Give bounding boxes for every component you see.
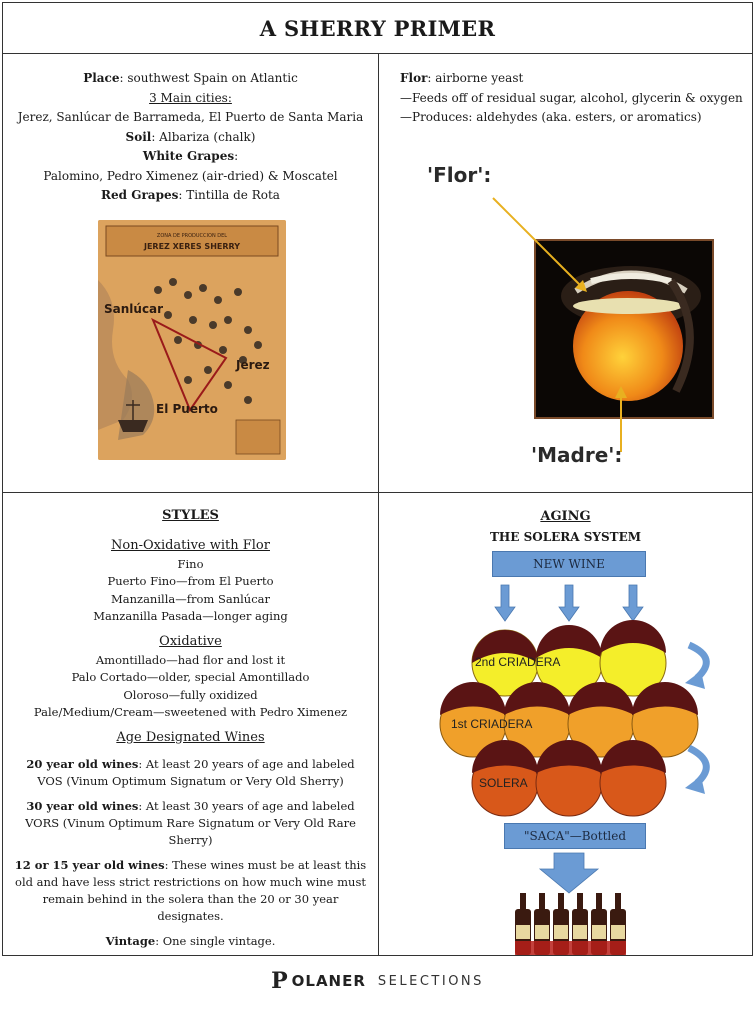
region-panel: [3, 54, 378, 492]
criadera-1-label: 1st CRIADERA: [451, 717, 533, 731]
age-30-paragraph: 30 year old wines: At least 30 years of age and labeled VORS (Vinum Optimum Rare Signatum or Very Old Rare Sherry): [25, 798, 356, 847]
curved-arrow-icon: [689, 748, 706, 783]
style-item: Manzanilla Pasada—longer aging: [93, 609, 288, 623]
white-grapes-heading: White Grapes:: [142, 149, 239, 163]
polaner-logo: [271, 968, 484, 994]
page-title: A SHERRY PRIMER: [259, 15, 496, 41]
map-label-jerez: Jerez: [236, 358, 270, 372]
logo-wordmark: OLANER: [291, 972, 366, 990]
styles-heading: STYLES: [162, 508, 219, 523]
style-item: Amontillado—had flor and lost it: [95, 652, 286, 667]
styles-panel: [3, 493, 378, 957]
aging-heading: AGING: [540, 509, 591, 524]
solera-diagram: [379, 493, 752, 957]
flor-produces-line: —Produces: aldehydes (aka. esters, or aromatics): [400, 110, 702, 124]
map-banner: JEREZ XERES SHERRY: [143, 242, 241, 251]
logo-selections: SELECTIONS: [377, 973, 484, 989]
flor-panel: [379, 54, 752, 492]
aging-panel: [379, 493, 752, 957]
map-drawing: [98, 220, 286, 460]
style-item: Pale/Medium/Cream—sweetened with Pedro Ximenez: [33, 705, 348, 719]
down-arrow-icon: [623, 585, 643, 621]
oxidative-heading: Oxidative: [159, 633, 222, 649]
style-item: Fino: [177, 556, 204, 571]
cities-line: Jerez, Sanlúcar de Barrameda, El Puerto de Santa Maria: [17, 110, 364, 124]
criadera-2-label: 2nd CRIADERA: [475, 655, 561, 669]
footer: [0, 968, 755, 994]
logo-mark: P: [271, 968, 288, 994]
vintage-paragraph: Vintage: One single vintage.: [105, 933, 276, 948]
flor-image-label: 'Flor':: [427, 163, 492, 187]
soil-line: Soil: Albariza (chalk): [125, 129, 256, 144]
flor-pointer-arrow: [489, 194, 599, 304]
white-grapes-line: Palomino, Pedro Ximenez (air-dried) & Moscatel: [43, 168, 338, 183]
down-arrows: [495, 585, 643, 621]
style-item: Oloroso—fully oxidized: [123, 687, 258, 702]
age-12-15-paragraph: 12 or 15 year old wines: These wines must be at least this old and have less strict restrictions on how much wine must remain behind in the solera than the 20 or 30 year designates.: [14, 857, 367, 923]
curved-arrow-icon: [689, 645, 706, 678]
non-oxidative-heading: Non-Oxidative with Flor: [111, 537, 270, 553]
place-line: Place: southwest Spain on Atlantic: [83, 71, 298, 85]
style-item: Manzanilla—from Sanlúcar: [110, 591, 270, 606]
madre-image-label: 'Madre':: [531, 443, 623, 467]
map-banner-small: ZONA DE PRODUCCION DEL: [156, 233, 228, 239]
down-arrow-icon: [559, 585, 579, 621]
flor-line: Flor: airborne yeast: [400, 71, 524, 85]
map-label-el-puerto: El Puerto: [156, 402, 218, 416]
bottling-arrow-icon: [540, 853, 598, 893]
style-item: Puerto Fino—from El Puerto: [107, 574, 274, 588]
title-bar: [3, 3, 752, 54]
primer-sheet: [2, 2, 753, 956]
map-label-sanlucar: Sanlúcar: [104, 302, 164, 316]
flor-feeds-line: —Feeds off of residual sugar, alcohol, glycerin & oxygen: [400, 90, 743, 105]
age-20-paragraph: 20 year old wines: At least 20 years of age and labeled VOS (Vinum Optimum Signatum or Very Old Sherry): [26, 756, 355, 788]
solera-system-heading: THE SOLERA SYSTEM: [489, 530, 641, 544]
content-grid: [3, 54, 752, 955]
solera-label: SOLERA: [479, 776, 528, 790]
new-wine-box: NEW WINE: [492, 551, 646, 577]
saca-box: "SACA"—Bottled: [504, 823, 646, 849]
down-arrow-icon: [495, 585, 515, 621]
sherry-region-map: [98, 220, 286, 460]
style-item: Palo Cortado—older, special Amontillado: [71, 670, 310, 684]
bottles-icon: [515, 893, 626, 955]
cities-heading: 3 Main cities:: [149, 90, 232, 105]
red-grapes-line: Red Grapes: Tintilla de Rota: [101, 188, 280, 202]
age-designated-heading: Age Designated Wines: [116, 729, 265, 745]
